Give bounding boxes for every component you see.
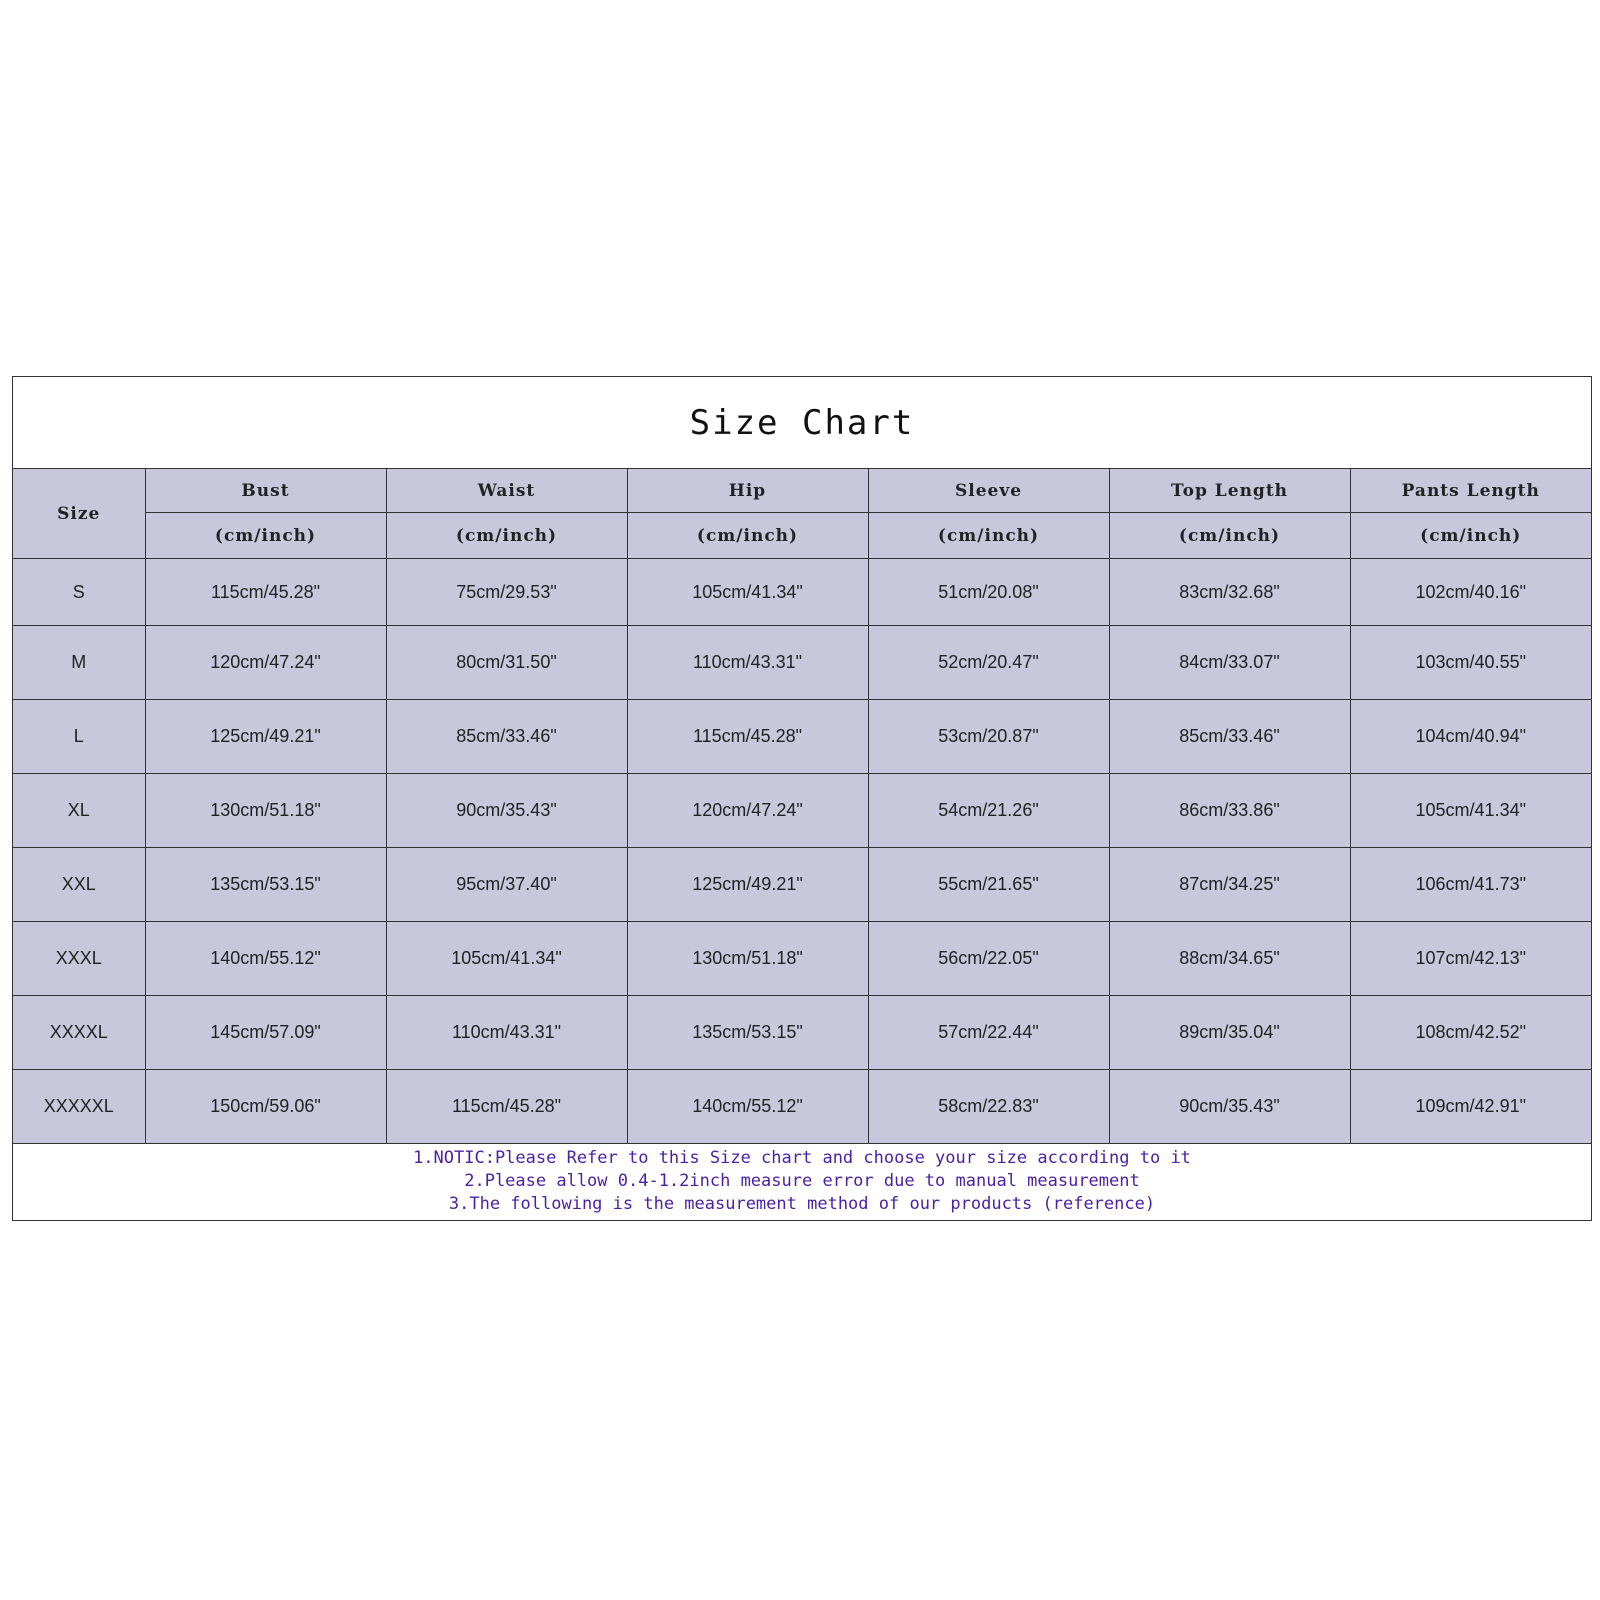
top-length-cell: 84cm/33.07"	[1109, 626, 1350, 700]
unit-top-length: (cm/inch)	[1109, 513, 1350, 559]
pants-length-cell: 107cm/42.13"	[1350, 922, 1591, 996]
hip-cell: 135cm/53.15"	[627, 996, 868, 1070]
bust-cell: 115cm/45.28"	[145, 559, 386, 626]
note-line: 2.Please allow 0.4-1.2inch measure error due to manual measurement	[464, 1171, 1140, 1191]
bust-cell: 120cm/47.24"	[145, 626, 386, 700]
header-waist: Waist	[386, 469, 627, 513]
table-row	[13, 848, 1591, 922]
sleeve-cell: 51cm/20.08"	[868, 559, 1109, 626]
header-row	[13, 469, 1591, 513]
sleeve-cell: 56cm/22.05"	[868, 922, 1109, 996]
sleeve-cell: 53cm/20.87"	[868, 700, 1109, 774]
sleeve-cell: 52cm/20.47"	[868, 626, 1109, 700]
size-table	[13, 469, 1591, 1143]
bust-cell: 150cm/59.06"	[145, 1070, 386, 1144]
hip-cell: 125cm/49.21"	[627, 848, 868, 922]
bust-cell: 140cm/55.12"	[145, 922, 386, 996]
waist-cell: 115cm/45.28"	[386, 1070, 627, 1144]
header-bust: Bust	[145, 469, 386, 513]
top-length-cell: 83cm/32.68"	[1109, 559, 1350, 626]
hip-cell: 140cm/55.12"	[627, 1070, 868, 1144]
bust-cell: 145cm/57.09"	[145, 996, 386, 1070]
pants-length-cell: 106cm/41.73"	[1350, 848, 1591, 922]
unit-pants-length: (cm/inch)	[1350, 513, 1591, 559]
header-size: Size	[13, 469, 145, 559]
waist-cell: 105cm/41.34"	[386, 922, 627, 996]
top-length-cell: 90cm/35.43"	[1109, 1070, 1350, 1144]
sleeve-cell: 57cm/22.44"	[868, 996, 1109, 1070]
pants-length-cell: 103cm/40.55"	[1350, 626, 1591, 700]
sleeve-cell: 55cm/21.65"	[868, 848, 1109, 922]
size-cell: L	[13, 700, 145, 774]
top-length-cell: 89cm/35.04"	[1109, 996, 1350, 1070]
size-cell: XL	[13, 774, 145, 848]
title-row	[13, 377, 1591, 469]
header-pants-length: Pants Length	[1350, 469, 1591, 513]
bust-cell: 130cm/51.18"	[145, 774, 386, 848]
unit-hip: (cm/inch)	[627, 513, 868, 559]
unit-row	[13, 513, 1591, 559]
note-line: 1.NOTIC:Please Refer to this Size chart and choose your size according to it	[413, 1148, 1191, 1168]
page-title: Size Chart	[689, 402, 915, 443]
unit-bust: (cm/inch)	[145, 513, 386, 559]
pants-length-cell: 105cm/41.34"	[1350, 774, 1591, 848]
hip-cell: 110cm/43.31"	[627, 626, 868, 700]
table-row	[13, 774, 1591, 848]
table-row	[13, 626, 1591, 700]
waist-cell: 80cm/31.50"	[386, 626, 627, 700]
notes	[13, 1143, 1591, 1220]
table-row	[13, 700, 1591, 774]
top-length-cell: 88cm/34.65"	[1109, 922, 1350, 996]
table-row	[13, 559, 1591, 626]
pants-length-cell: 104cm/40.94"	[1350, 700, 1591, 774]
header-sleeve: Sleeve	[868, 469, 1109, 513]
waist-cell: 110cm/43.31"	[386, 996, 627, 1070]
sleeve-cell: 54cm/21.26"	[868, 774, 1109, 848]
unit-waist: (cm/inch)	[386, 513, 627, 559]
pants-length-cell: 108cm/42.52"	[1350, 996, 1591, 1070]
waist-cell: 75cm/29.53"	[386, 559, 627, 626]
pants-length-cell: 102cm/40.16"	[1350, 559, 1591, 626]
size-cell: XXXXL	[13, 996, 145, 1070]
table-row	[13, 996, 1591, 1070]
hip-cell: 130cm/51.18"	[627, 922, 868, 996]
pants-length-cell: 109cm/42.91"	[1350, 1070, 1591, 1144]
size-chart	[12, 376, 1592, 1221]
sleeve-cell: 58cm/22.83"	[868, 1070, 1109, 1144]
waist-cell: 95cm/37.40"	[386, 848, 627, 922]
top-length-cell: 87cm/34.25"	[1109, 848, 1350, 922]
unit-sleeve: (cm/inch)	[868, 513, 1109, 559]
top-length-cell: 86cm/33.86"	[1109, 774, 1350, 848]
bust-cell: 125cm/49.21"	[145, 700, 386, 774]
waist-cell: 90cm/35.43"	[386, 774, 627, 848]
size-cell: M	[13, 626, 145, 700]
size-cell: XXXL	[13, 922, 145, 996]
hip-cell: 120cm/47.24"	[627, 774, 868, 848]
table-row	[13, 1070, 1591, 1144]
table-row	[13, 922, 1591, 996]
hip-cell: 115cm/45.28"	[627, 700, 868, 774]
waist-cell: 85cm/33.46"	[386, 700, 627, 774]
size-cell: S	[13, 559, 145, 626]
note-line: 3.The following is the measurement method of our products (reference)	[448, 1194, 1156, 1214]
header-top-length: Top Length	[1109, 469, 1350, 513]
size-cell: XXL	[13, 848, 145, 922]
top-length-cell: 85cm/33.46"	[1109, 700, 1350, 774]
bust-cell: 135cm/53.15"	[145, 848, 386, 922]
hip-cell: 105cm/41.34"	[627, 559, 868, 626]
header-hip: Hip	[627, 469, 868, 513]
size-cell: XXXXXL	[13, 1070, 145, 1144]
